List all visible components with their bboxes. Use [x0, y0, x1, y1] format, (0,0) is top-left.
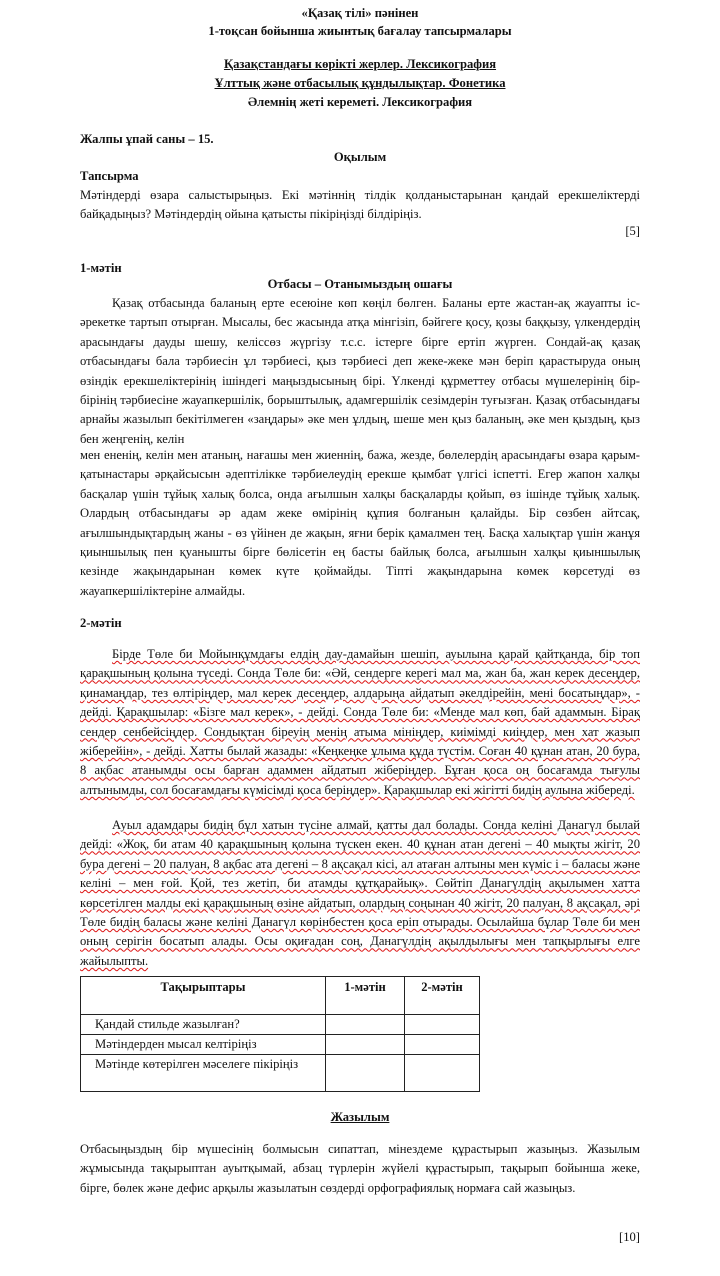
text1-label: 1-мәтін: [80, 261, 122, 275]
table-row-label: Мәтінде көтерілген мәселеге пікіріңіз: [81, 1055, 326, 1092]
table-header-topics: Тақырыптары: [81, 977, 326, 1015]
topic-1: Қазақстандағы көрікті жерлер. Лексикография: [223, 57, 497, 71]
table-header-text1: 1-мәтін: [326, 977, 405, 1015]
text1-paragraph-a: Қазақ отбасында баланың ерте есеюіне көп көңіл бөлген. Баланы ерте жастан-ақ жауапты іс-әрекетке тартып отырған. Мысалы, бес жасында атқа мінгізіп, бәйгеге қосу, қозы баққызу, үлкендердің арасындағы дауды шешу, келіссөз жүргізу т.с.с. істерге бірге ертіп жүрген. Сондай-ақ қазақ отбасындағы бала тәрбиесін ұл тәрбиесі, қыз тәрбиесі деп жеке-жеке мән беріп қарастыруда оның өзіндік ерекшеліктерінің ішіндегі маңыздысының бірі. Үлкенді құрметтеу отбасы мүшелерінің бір-бірінің тәрбиесіне жауапкершілік, борыштылық, адамгершілік сезімдерін туғызған. Қазақ отбасындағы арнайы жазылып бекітілмеген «заңдары» әке мен ұлдың, шеше мен қыз баланың, әке мен қыздың, қыз бен жеңгенің, келін: [80, 296, 640, 446]
text2-paragraph-a-text: Бірде Төле би Мойынқұмдағы елдің дау-дамайын шешіп, ауылына қарай қайтқанда, бір топ қарақшының қолына түседі. Сонда Төле би: «Әй, сендерге керегі мал ма, жан ба, жан керек десеңдер, қинамаңдар, тез өлтіріңдер, мал керек десеңдер, алдарыңа айдатып әкелдірейін, мені босатыңдар», - дейді. Қарақшылар: «Бізге мал керек», - дейді. Сонда Төле би: «Менде мал көп, бай адаммын. Бірақ сендер сенбейсіңдер. Сондықтан біреуің менің атыма мініңдер, киімімді киіңдер, мен хат жазып жіберейін», - дейді. Хатты былай жазады: «Кеңкеңке ұлыма құда түстім. Соған 40 құнан атан, 20 бура, 8 ақбас атанымды осы барған адаммен айдатып жіберіңдер. Бұған қоса оң босағамда тығулы алтынымды, сол босағамдағы күмісімді қоса беріңдер». Қарақшылар екі жігітті бидің аулына жібереді.: [80, 647, 640, 797]
table-header-text2: 2-мәтін: [405, 977, 480, 1015]
total-score: Жалпы ұпай саны – 15.: [80, 132, 214, 146]
table-row: [81, 1035, 480, 1055]
table-answer-cell[interactable]: [326, 1035, 405, 1055]
topic-2-text: Ұлттық және отбасылық құндылықтар. Фонетика: [214, 76, 506, 90]
reading-heading: Оқылым: [333, 150, 387, 164]
subject-line: «Қазақ тілі» пәнінен: [301, 6, 419, 20]
text2-paragraph-b: [80, 816, 640, 971]
table-row: [81, 1055, 480, 1092]
writing-task-score: [10]: [619, 1230, 640, 1244]
assessment-title: 1-тоқсан бойынша жиынтық бағалау тапсырмалары: [208, 24, 512, 38]
table-answer-cell[interactable]: [405, 1015, 480, 1035]
topic-3: Әлемнің жеті кереметі. Лексикография: [247, 95, 473, 109]
text1-title: Отбасы – Отанымыздың ошағы: [267, 277, 453, 291]
reading-task-text: Мәтіндерді өзара салыстырыңыз. Екі мәтіннің тілдік қолданыстарынан қандай ерекшеліктерді байқадыңыз? Мәтіндердің ойына қатысты пікіріңізді білдіріңіз.: [80, 188, 640, 222]
table-answer-cell[interactable]: [326, 1055, 405, 1092]
table-row-label: Қандай стильде жазылған?: [81, 1015, 326, 1035]
task-label: Тапсырма: [80, 169, 139, 183]
text2-paragraph-a: [80, 645, 640, 800]
text1-paragraph-b: мен ененің, келін мен атаның, нағашы мен жиеннің, бажа, жезде, бөлелердің арасындағы өзара қарым-қатынастары әрқайсысын әдептілікке тәрбиелеудің ерекше қымбат үлгісі іспетті. Егер жапон халқы басқалар үшін тұйық халық болса, онда ағылшын халқы басқаларды қойып, өз ішінде тұйық халық. Олардың отбасындағы әр адам жеке өмірінің құпия болғанын қалайды. Бір сөзбен айтсақ, ағылшындықтардың жаны - өз үйінен де жақын, яғни берік қамалмен тең. Басқа халықтар үшін жанұя қиыншылық пен қуанышты бірге бөлісетін ең басты байлық болса, ағылшын халқы қиыншылық кезінде жақындарынан көмек күте қоймайды. Тіпті жақындарына көмек көрсетуді өз жауапкершіліктеріне алмайды.: [80, 448, 640, 598]
writing-heading: Жазылым: [330, 1110, 390, 1124]
text2-paragraph-b-text: Ауыл адамдары бидің бұл хатын түсіне алмай, қатты дал болады. Сонда келіні Данагүл былай дейді: «Жоқ, би атам 40 қарақшының қолына түскен екен. 40 құнан атан дегені – 40 мықты жігіт, 20 бура дегені – 20 палуан, 8 ақбас ата дегені – 8 ақсақал кісі, ал атаған алтыны мен күміс і – баласы және келіні – мен ғой. Қой, тез жетіп, би атамды құтқарайық». Сөйтіп Данагүлдің ақылымен хатта көрсетілген малды екі қарақшының өзіне айдатып, олардың соңынан 40 жігіт, 20 палуан, 8 ақсақал, әрі Төле бидің баласы және келіні Данагүл көрінбестен қоса еріп отырады. Осылайша бұлар Төле би мен оның серігін босатып алады. Осы оқиғадан соң, Данагүлдің ақылдылығы мен тапқырлығы елге жайылыпты.: [80, 818, 640, 968]
text2-label: 2-мәтін: [80, 616, 122, 630]
reading-task-score: [5]: [625, 224, 640, 238]
table-row: [81, 1015, 480, 1035]
table-answer-cell[interactable]: [405, 1035, 480, 1055]
table-row-label: Мәтіндерден мысал келтіріңіз: [81, 1035, 326, 1055]
table-answer-cell[interactable]: [326, 1015, 405, 1035]
writing-task-text: Отбасыңыздың бір мүшесінің болмысын сипаттап, мінездеме құрастырып жазыңыз. Жазылым жұмысында тақырыптан ауытқымай, абзац түрлерін жүйелі құрастырып, тақырып бойынша жеке, бірге, бөлек және дефис арқылы жазылатын сөздерді орфографиялық нормаға сай жазыңыз.: [80, 1142, 640, 1195]
table-header-row: [81, 977, 480, 1015]
topic-2: [80, 76, 640, 91]
comparison-table: [80, 976, 480, 1092]
table-answer-cell[interactable]: [405, 1055, 480, 1092]
